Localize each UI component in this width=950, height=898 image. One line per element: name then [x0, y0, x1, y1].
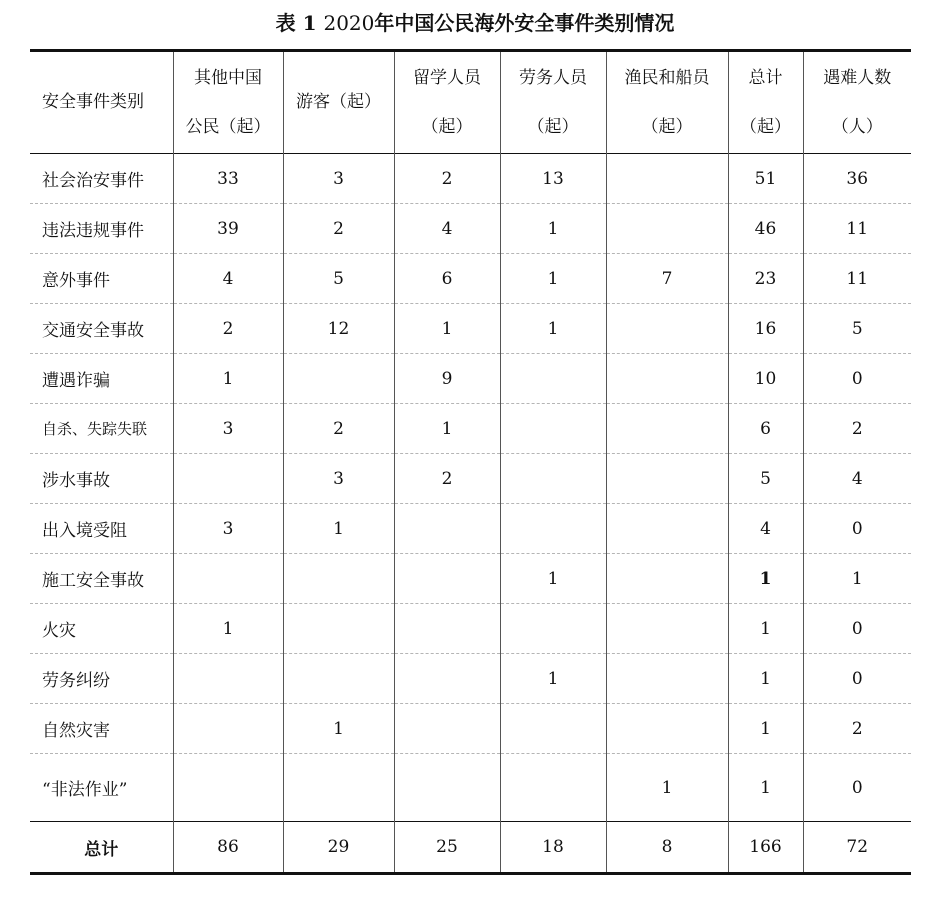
totals-cell: 18 — [500, 822, 606, 874]
totals-cell: 72 — [846, 837, 869, 857]
header-line1: 遇难人数 — [823, 67, 892, 88]
table-cell — [283, 354, 394, 404]
table-row — [30, 154, 911, 204]
table-cell — [283, 554, 394, 604]
table-cell: 1 — [500, 554, 606, 604]
table-row — [30, 304, 911, 354]
table-cell: 33 — [173, 154, 283, 204]
table-cell — [394, 504, 500, 554]
table-row — [30, 454, 911, 504]
header-category: 安全事件类别 — [30, 51, 173, 154]
table-cell: 39 — [173, 204, 283, 254]
table-cell: 23 — [728, 254, 803, 304]
row-category: 交通安全事故 — [30, 304, 173, 354]
table-cell: 2 — [283, 204, 394, 254]
table-cell — [606, 154, 728, 204]
table-cell — [394, 654, 500, 704]
row-category: 劳务纠纷 — [30, 654, 173, 704]
table-row — [30, 754, 911, 822]
table-cell: 1 — [173, 604, 283, 654]
header-line2: （起） — [421, 116, 473, 137]
table-cell: 0 — [851, 668, 863, 689]
table-cell — [394, 554, 500, 604]
table-cell: 2 — [394, 154, 500, 204]
table-cell: 4 — [173, 254, 283, 304]
table-cell: 5 — [728, 454, 803, 504]
header-line1: 游客（起） — [296, 92, 381, 112]
table-cell — [500, 454, 606, 504]
table-cell: 1 — [283, 504, 394, 554]
header-line2: 公民（起） — [185, 116, 271, 137]
header-other-citizens — [173, 51, 283, 154]
table-cell — [283, 754, 394, 822]
table-cell: 1 — [728, 704, 803, 754]
table-cell: 1 — [500, 654, 606, 704]
row-category: 施工安全事故 — [30, 554, 173, 604]
totals-cell: 86 — [173, 822, 283, 874]
header-line2: （人） — [831, 116, 883, 137]
table-cell: 4 — [851, 468, 863, 489]
table-cell — [500, 754, 606, 822]
header-line2: （起） — [740, 116, 791, 137]
row-category: 意外事件 — [30, 254, 173, 304]
totals-label: 总计 — [30, 822, 173, 874]
table-cell: 1 — [728, 654, 803, 704]
row-category: 自杀、失踪失联 — [30, 404, 173, 454]
table-row — [30, 604, 911, 654]
table-cell: 3 — [173, 504, 283, 554]
totals-cell: 25 — [394, 822, 500, 874]
row-category: 违法违规事件 — [30, 204, 173, 254]
table-cell: 6 — [394, 254, 500, 304]
header-line2: （起） — [527, 116, 579, 137]
table-cell — [500, 504, 606, 554]
table-cell: 1 — [283, 704, 394, 754]
table-cell — [606, 604, 728, 654]
table-cell — [173, 754, 283, 822]
table-cell: 3 — [283, 454, 394, 504]
table-cell: 1 — [728, 554, 803, 604]
header-line1: 劳务人员 — [519, 67, 587, 88]
totals-cell: 8 — [606, 822, 728, 874]
table-cell: 6 — [728, 404, 803, 454]
caption-year: 2020 — [323, 11, 375, 35]
header-line1: 渔民和船员 — [624, 67, 710, 88]
table-cell: 1 — [394, 404, 500, 454]
table-cell — [394, 754, 500, 822]
table-body — [30, 154, 911, 822]
table-cell: 2 — [851, 418, 863, 439]
table-cell — [606, 204, 728, 254]
table-cell: 1 — [500, 204, 606, 254]
row-category: 自然灾害 — [30, 704, 173, 754]
table-row — [30, 704, 911, 754]
table-cell — [173, 654, 283, 704]
table-cell — [606, 704, 728, 754]
header-fishermen — [606, 51, 728, 154]
table-cell: 1 — [728, 604, 803, 654]
table-cell: 10 — [728, 354, 803, 404]
table-cell — [500, 604, 606, 654]
header-workers — [500, 51, 606, 154]
table-cell: 1 — [500, 254, 606, 304]
totals-cell: 29 — [283, 822, 394, 874]
table-cell — [606, 504, 728, 554]
table-cell — [606, 654, 728, 704]
row-category: 遭遇诈骗 — [30, 354, 173, 404]
table-cell — [394, 604, 500, 654]
row-category: 涉水事故 — [30, 454, 173, 504]
header-deaths — [803, 51, 911, 154]
caption-prefix: 表 1 — [275, 11, 317, 35]
header-students — [394, 51, 500, 154]
table-cell: 9 — [394, 354, 500, 404]
table-cell: 36 — [846, 168, 869, 189]
table-cell — [283, 654, 394, 704]
table-cell: 2 — [283, 404, 394, 454]
table-cell: 13 — [500, 154, 606, 204]
table-cell: 7 — [606, 254, 728, 304]
table-cell: 0 — [851, 777, 863, 798]
table-row — [30, 254, 911, 304]
table-cell — [500, 704, 606, 754]
header-line1: 总计 — [748, 67, 783, 88]
table-cell: 2 — [394, 454, 500, 504]
table-cell: 12 — [283, 304, 394, 354]
caption-text: 年中国公民海外安全事件类别情况 — [374, 11, 675, 35]
table-row — [30, 654, 911, 704]
table-cell — [606, 404, 728, 454]
header-line2: （起） — [641, 116, 693, 137]
table-cell: 51 — [728, 154, 803, 204]
table-caption — [0, 8, 950, 38]
header-tourists — [283, 51, 394, 154]
table-cell — [606, 304, 728, 354]
table-cell: 1 — [606, 754, 728, 822]
table-cell: 5 — [283, 254, 394, 304]
table-cell — [500, 404, 606, 454]
header-row — [30, 51, 911, 154]
table-cell: 1 — [394, 304, 500, 354]
table-cell: 1 — [173, 354, 283, 404]
table-cell: 0 — [851, 518, 863, 539]
table-cell: 1 — [728, 754, 803, 822]
table-cell: 3 — [283, 154, 394, 204]
row-category: 社会治安事件 — [30, 154, 173, 204]
table-cell: 0 — [851, 618, 863, 639]
header-line1: 其他中国 — [194, 67, 262, 88]
row-category: 火灾 — [30, 604, 173, 654]
header-total — [728, 51, 803, 154]
table-cell: 46 — [728, 204, 803, 254]
table-cell — [606, 454, 728, 504]
table-cell — [500, 354, 606, 404]
table-cell: 3 — [173, 404, 283, 454]
row-category: “非法作业” — [30, 754, 173, 822]
table-row — [30, 404, 911, 454]
incident-table — [30, 49, 911, 875]
table-cell: 11 — [846, 268, 869, 289]
table-cell: 1 — [851, 568, 863, 589]
header-line1: 留学人员 — [413, 67, 481, 88]
totals-cell: 166 — [728, 822, 803, 874]
table-cell: 2 — [851, 718, 863, 739]
table-cell: 5 — [851, 318, 863, 339]
table-cell: 2 — [173, 304, 283, 354]
table-row — [30, 354, 911, 404]
table-row — [30, 554, 911, 604]
table-cell — [606, 554, 728, 604]
table-cell: 4 — [728, 504, 803, 554]
table-cell — [394, 704, 500, 754]
table-cell: 1 — [500, 304, 606, 354]
totals-row — [30, 822, 911, 874]
table-row — [30, 204, 911, 254]
table-row — [30, 504, 911, 554]
table-cell: 0 — [851, 368, 863, 389]
table-cell — [606, 354, 728, 404]
table-cell — [173, 704, 283, 754]
table-cell — [283, 604, 394, 654]
table-cell — [173, 554, 283, 604]
table-cell: 11 — [846, 218, 869, 239]
row-category: 出入境受阻 — [30, 504, 173, 554]
table-cell: 16 — [728, 304, 803, 354]
table-cell — [173, 454, 283, 504]
table-cell: 4 — [394, 204, 500, 254]
